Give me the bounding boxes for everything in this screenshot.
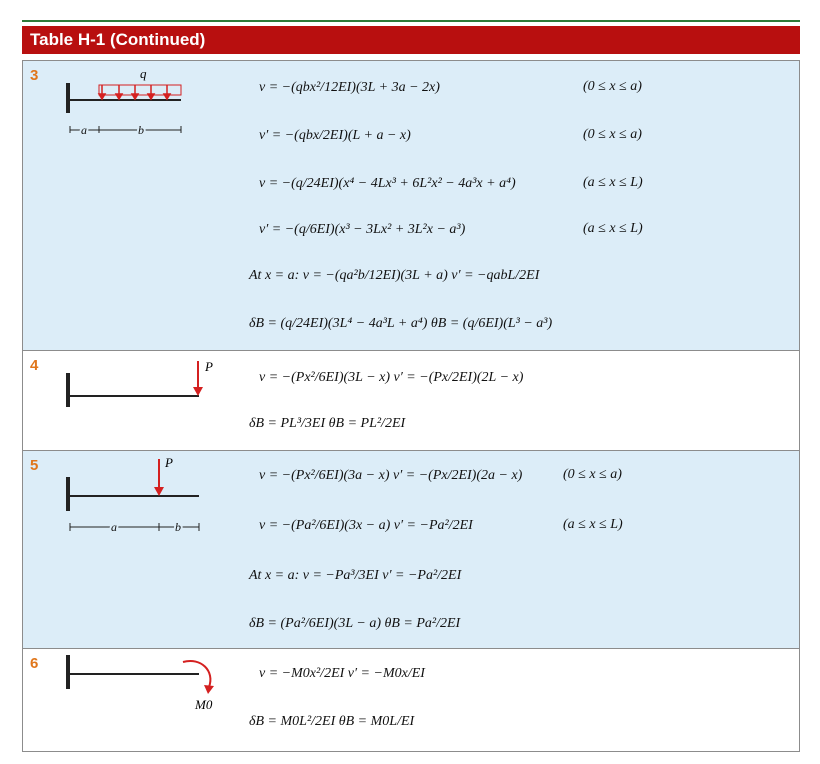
load-label: P [205, 359, 213, 374]
equation: v = −(qbx²/12EI)(3L + 3a − 2x) [259, 80, 440, 95]
dim-a-label: a [111, 520, 117, 534]
equation: δB = (Pa²/6EI)(3L − a) θB = Pa²/2EI [249, 616, 461, 631]
equation: δB = (q/24EI)(3L⁴ − 4a³L + a⁴) θB = (q/6EI)(L³ − a³) [249, 316, 553, 331]
case-number: 3 [30, 67, 39, 84]
cantilever-point-load-diagram [63, 351, 223, 431]
top-rule [22, 20, 800, 22]
equation: δB = M0L²/2EI θB = M0L/EI [249, 714, 415, 729]
equation: v′ = −(q/6EI)(x³ − 3Lx² + 3L²x − a³) [259, 222, 466, 237]
condition: (0 ≤ x ≤ a) [583, 127, 642, 142]
dim-b-label: b [138, 123, 144, 137]
equation: At x = a: v = −Pa³/3EI v′ = −Pa²/2EI [249, 568, 462, 583]
dim-b-label: b [175, 520, 181, 534]
equation: v = −(q/24EI)(x⁴ − 4Lx³ + 6L²x² − 4a³x + a⁴) [259, 176, 516, 191]
case-number: 6 [30, 655, 39, 672]
case-row-3 [22, 60, 800, 352]
case-row-4 [22, 350, 800, 452]
condition: (0 ≤ x ≤ a) [563, 467, 622, 482]
case-row-6 [22, 648, 800, 752]
table-title-bar [22, 26, 800, 54]
condition: (0 ≤ x ≤ a) [583, 79, 642, 94]
table-title: Table H-1 (Continued) [30, 30, 206, 49]
equation: At x = a: v = −(qa²b/12EI)(3L + a) v′ = −qabL/2EI [249, 268, 540, 283]
case-number: 5 [30, 457, 39, 474]
case-row-5 [22, 450, 800, 650]
cantilever-end-moment-diagram [63, 649, 233, 729]
equation: δB = PL³/3EI θB = PL²/2EI [249, 416, 406, 431]
condition: (a ≤ x ≤ L) [583, 221, 643, 236]
cantilever-intermediate-load-diagram [63, 451, 223, 551]
equation: v′ = −(qbx/2EI)(L + a − x) [259, 128, 411, 143]
equation: v = −(Px²/6EI)(3a − x) v′ = −(Px/2EI)(2a − x) [259, 468, 523, 483]
equation: v = −(Px²/6EI)(3L − x) v′ = −(Px/2EI)(2L − x) [259, 370, 524, 385]
case-number: 4 [30, 357, 39, 374]
dim-a-label: a [81, 123, 87, 137]
load-label: M0 [195, 697, 213, 712]
load-label: P [165, 455, 173, 470]
cantilever-distributed-load-diagram [63, 61, 213, 151]
equation: v = −(Pa²/6EI)(3x − a) v′ = −Pa²/2EI [259, 518, 473, 533]
equation: v = −M0x²/2EI v′ = −M0x/EI [259, 666, 425, 681]
condition: (a ≤ x ≤ L) [563, 517, 623, 532]
load-label: q [140, 66, 147, 81]
condition: (a ≤ x ≤ L) [583, 175, 643, 190]
